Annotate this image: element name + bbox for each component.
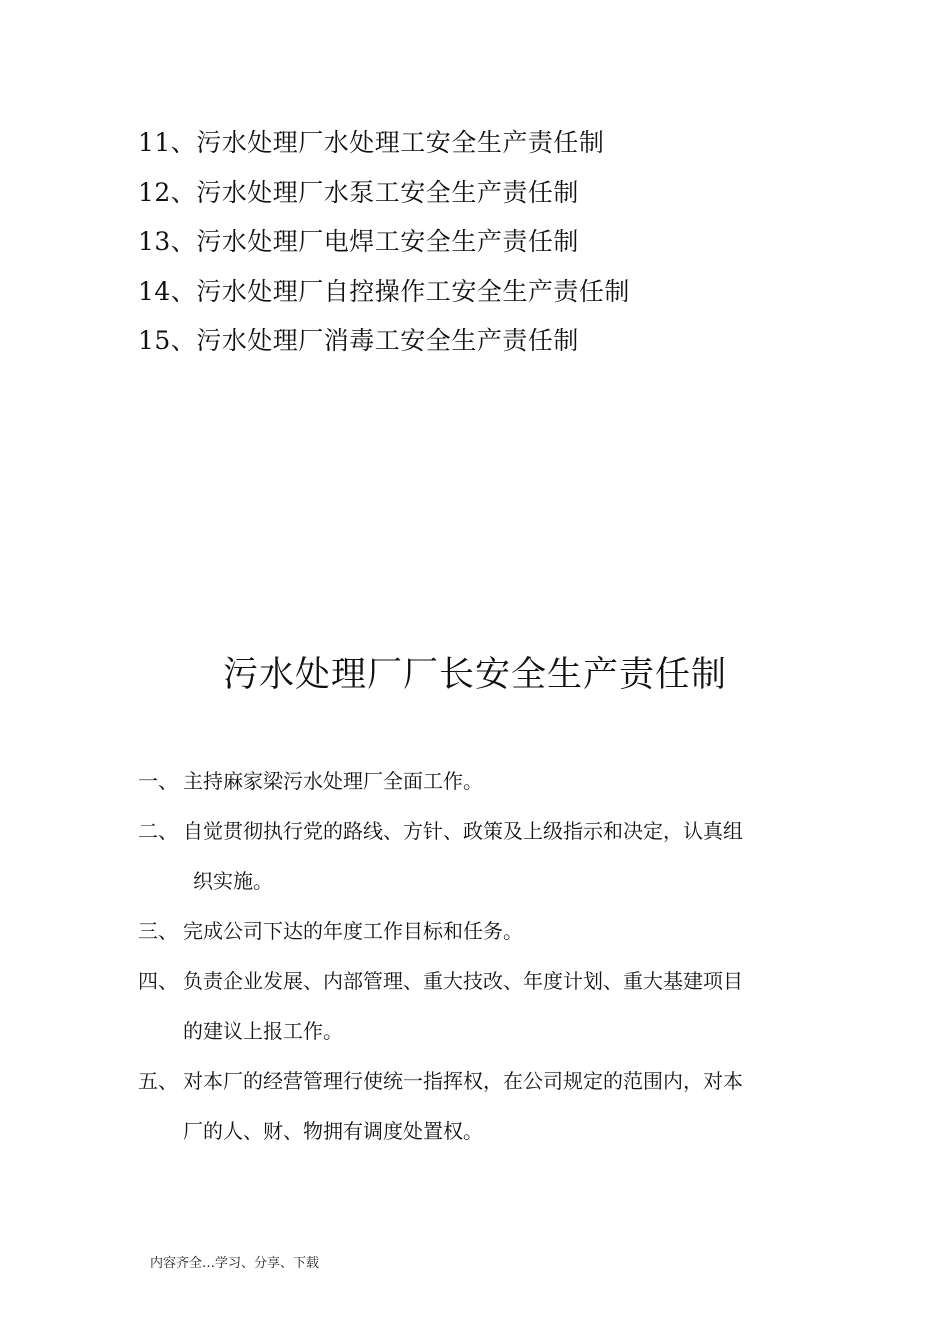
toc-item: 13、污水处理厂电焊工安全生产责任制: [138, 227, 579, 256]
clause-number: 三、: [138, 919, 178, 943]
clause-item: [138, 956, 818, 1056]
toc-list: [138, 118, 838, 366]
clause-number: 一、: [138, 769, 178, 793]
clause-number: 四、: [138, 969, 178, 993]
clause-text: 负责企业发展、内部管理、重大技改、年度计划、重大基建项目: [183, 969, 743, 993]
clause-item: [138, 906, 818, 956]
clause-list: [138, 756, 818, 1156]
clause-continuation: 厂的人、财、物拥有调度处置权。: [183, 1119, 483, 1143]
clause-item: [138, 756, 818, 806]
clause-continuation: 织实施。: [193, 869, 273, 893]
toc-item: 14、污水处理厂自控操作工安全生产责任制: [138, 276, 630, 306]
clause-text: 完成公司下达的年度工作目标和任务。: [183, 919, 523, 943]
clause-number: 五、: [138, 1069, 178, 1093]
clause-text: 对本厂的经营管理行使统一指挥权，在公司规定的范围内，对本: [183, 1069, 743, 1093]
toc-item: 15、污水处理厂消毒工安全生产责任制: [138, 326, 579, 355]
clause-item: [138, 806, 818, 906]
toc-item: 11、污水处理厂水处理工安全生产责任制: [138, 128, 605, 157]
page-footer: 内容齐全…学习、分享、下载: [150, 1256, 320, 1271]
clause-continuation: 的建议上报工作。: [183, 1019, 343, 1043]
clause-text: 自觉贯彻执行党的路线、方针、政策及上级指示和决定，认真组: [183, 819, 743, 843]
toc-item: 12、污水处理厂水泵工安全生产责任制: [138, 177, 579, 207]
clause-item: [138, 1056, 818, 1156]
clause-text: 主持麻家梁污水处理厂全面工作。: [183, 769, 483, 793]
section-title: 污水处理厂厂长安全生产责任制: [222, 655, 727, 695]
clause-number: 二、: [138, 819, 178, 843]
